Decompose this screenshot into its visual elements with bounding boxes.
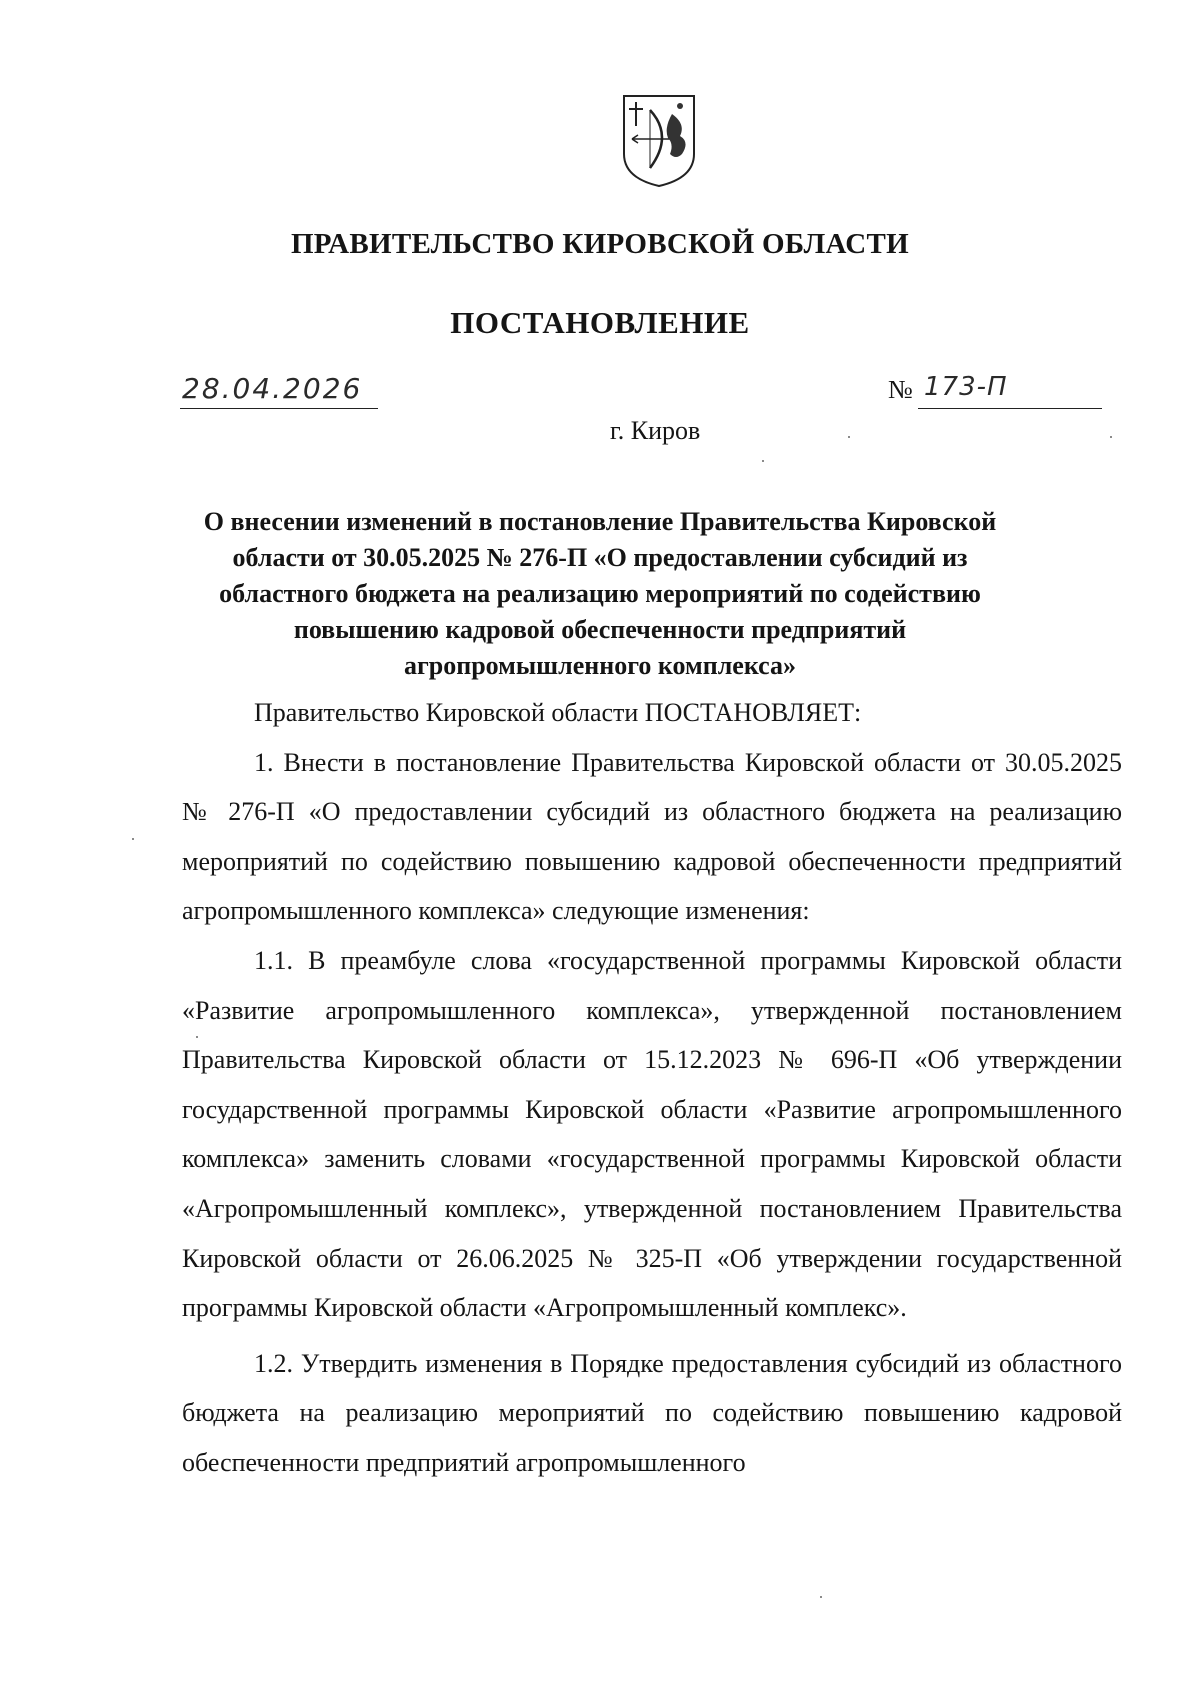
resolution-intro: Правительство Кировской области ПОСТАНОВЛЯЕТ: [254, 698, 862, 727]
scan-speck [1110, 436, 1112, 438]
kirov-coat-of-arms-emblem [620, 92, 698, 190]
document-body [182, 688, 1122, 1488]
scan-speck [196, 1036, 198, 1038]
document-subject: О внесении изменений в постановление Правительства Кировской области от 30.05.2025 № 276-П «О предоставлении субсидий из областного бюджета на реализацию мероприятий по содействию повышению кадровой обеспеченности предприятий агропромышленного комплекса» [203, 507, 997, 680]
handwritten-number: 173-П [924, 372, 1008, 402]
number-underline [918, 408, 1102, 409]
handwritten-date: 28.04.2026 [182, 372, 363, 405]
date-underline [180, 408, 378, 409]
paragraph-1: 1. Внести в постановление Правительства Кировской области от 30.05.2025 № 276-П «О предоставлении субсидий из областного бюджета на реализацию мероприятий по содействию повышению кадровой обеспеченности предприятий агропромышленного комплекса» следующие изменения: [182, 747, 1122, 926]
paragraph-1-1: 1.1. В преамбуле слова «государственной программы Кировской области «Развитие агропромышленного комплекса», утвержденной постановлением Правительства Кировской области от 15.12.2023 № 696-П «Об утверждении государственной программы Кировской области «Развитие агропромышленного комплекса» заменить словами «государственной программы Кировской области «Агропромышленный комплекс», утвержденной постановлением Правительства Кировской области от 26.06.2025 № 325-П «Об утверждении государственной программы Кировской области «Агропромышленный комплекс». [182, 945, 1122, 1323]
scan-speck [132, 838, 134, 840]
paragraph-1-2: 1.2. Утвердить изменения в Порядке предоставления субсидий из областного бюджета на реализацию мероприятий по содействию повышению кадровой обеспеченности предприятий агропромышленного [182, 1348, 1122, 1477]
scan-speck [762, 460, 764, 462]
scan-speck [820, 1596, 822, 1598]
document-type-title: ПОСТАНОВЛЕНИЕ [450, 305, 750, 340]
city-name: г. Киров [610, 416, 701, 445]
number-sign: № [888, 375, 913, 404]
government-title: ПРАВИТЕЛЬСТВО КИРОВСКОЙ ОБЛАСТИ [290, 228, 910, 260]
scan-speck [848, 436, 850, 438]
